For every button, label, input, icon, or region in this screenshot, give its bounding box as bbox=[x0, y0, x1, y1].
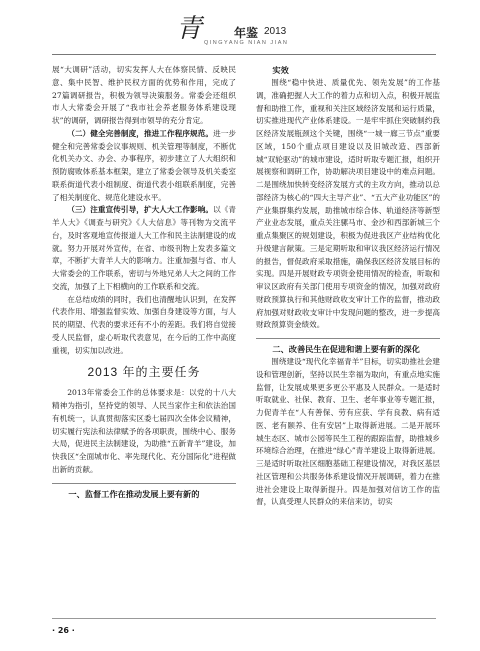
paragraph-with-subtitle bbox=[52, 204, 236, 293]
paragraph: 2013年常委会工作的总体要求是：以党的十八大精神为指引，坚持党的领导、人民当家作主和依法治国有机统一，认真贯彻落实区委七届四次全体会议精神，切实履行宪法和法律赋予的各项职责，围绕中心、服务大局，促进民主法制建设，为助推“五新青羊”建设，加快我区“全面城市化、率先现代化、充分国际化”进程做出新的贡献。 bbox=[52, 388, 236, 474]
section-title: 2013 年的主要任务 bbox=[87, 365, 201, 380]
subtitle: （二）健全完善制度，推进工作程序规范。 bbox=[67, 128, 214, 138]
page-number: · 26 · bbox=[52, 626, 75, 635]
footer-rule bbox=[52, 618, 436, 619]
section-divider bbox=[52, 483, 236, 484]
header-year: 2013 bbox=[264, 26, 287, 37]
header-rule bbox=[52, 54, 436, 55]
paragraph-with-subtitle bbox=[52, 128, 236, 205]
logo-title: 年鉴 bbox=[234, 26, 259, 40]
paragraph-body: 以《青羊人大》《调查与研究》《人大信息》等刊物为交流平台，及时客观地宣传报道人大工作和民主法制建设的成就。努力开展对外宣传，在省、市级刊物上发表多篇文章，不断扩大青羊人大的影响力。注重加强与省、市人大常委会的工作联系，密切与外地兄弟人大之间的工作交流，加强了上下相横向的工作联系和交流。 bbox=[52, 205, 237, 291]
heading-one: 一、监督工作在推动发展上要有新的 bbox=[68, 488, 200, 499]
left-column bbox=[52, 64, 236, 501]
logo-pinyin: QINGYANG NIAN JIAN bbox=[204, 40, 289, 46]
paragraph: 围绕建设“现代化幸福青羊”目标，切实助推社会建设和管理创新，坚持以民生幸福为取向，有重点地实施监督，让发展成果更多更公平惠及人民群众。一是适时听取就业、社保、教育、卫生、老年事业等专题汇报，力促青羊在“人有善保、劳有应获、学有良教、病有适医、老有颐养、住有安居”上取得新进展。二是开展环城生态区、城市公园等民生工程的跟踪监督，助推城乡环境综合治理，在推进“绿心”青羊建设上取得新进展。三是适时听取社区细胞基础工程建设情况，对我区基层社区管理和公共服务体系建设情况开展调研，着力在推进社会建设上取得新提升。四是加强对信访工作的监督，认真受理人民群众的来信来访，切实 bbox=[256, 357, 440, 507]
logo-glyph: 青 bbox=[176, 14, 203, 44]
paragraph: 在总结成绩的同时，我们也清醒地认识到，在发挥代表作用、增强监督实效、加强自身建设等方面，与人民的期望、代表的要求还有不小的差距。我们将自觉接受人民监督，虚心听取代表意见，在今后的工作中高度重视，切实加以改进。 bbox=[52, 294, 236, 355]
paragraph: 展“大调研”活动，切实发挥人大在体察民情、反映民意、集中民智、维护民权方面的优势和作用，完成了27篇调研报告，积极为领导决策服务。常委会还组织市人大常委会开展了“我市社会养老服务体系建设现状”的调研，调研报告得到市领导的充分肯定。 bbox=[52, 65, 236, 125]
heading-one-continued: 实效 bbox=[272, 65, 289, 75]
subtitle: （三）注重宣传引导，扩大人大工作影响。 bbox=[67, 205, 214, 215]
yearbook-logo bbox=[176, 12, 302, 52]
heading-two: 二、改善民生在促进和谐上要有新的深化 bbox=[272, 344, 420, 354]
page-header bbox=[0, 0, 480, 56]
right-column bbox=[256, 64, 440, 509]
paragraph-body: 进一步健全和完善常委会议事规则、机关管理等制度，不断优化机关办文、办会、办事程序，初步建立了人大组织和预防腐败体系基本框架，建立了常委会领导及机关委室联系街道代表小组制度、街道代表小组联系制度，完善了相关制度化、规范化建设水平。 bbox=[52, 128, 237, 202]
paragraph: 围绕“稳中快进、质量优先、领先发展”的工作基调，准确把握人大工作的着力点和切入点，积极开展监督和助推工作，重视和关注区域经济发展和运行质量，切实推进现代产业体系建设。一是牢牢抓住突破制约我区经济发展瓶颈这个关键，围绕“一城一廊三节点”重要区域，150个重点项目建设以及旧城改造、西部新城“双轮驱动”的城市建设，适时听取专题汇报，组织开展视察和调研工作，协助解决项目建设中的难点问题。二是围绕加快转变经济发展方式的主攻方向，推动以总部经济为核心的“四大主导产业”、“五大产业功能区”的产业集群集约发展，助推城市综合体、轨道经济等新型产业业态发展，重点关注骡马市、金沙和西部新城三个重点集聚区的规划建设，积极为促进我区产业结构优化升级建言献策。三是定期听取和审议我区经济运行情况的报告，督促政府采取措施，确保我区经济发展目标的实现。四是开展财政专项资金使用情况的检查，听取和审议区政府有关部门使用专项资金的情况，加强对政府财政预算执行和其他财政收支审计工作的监督，推动政府加强对财政收支审计中发现问题的整改，进一步提高财政预算资金绩效。 bbox=[256, 78, 440, 330]
section-divider bbox=[256, 338, 440, 339]
